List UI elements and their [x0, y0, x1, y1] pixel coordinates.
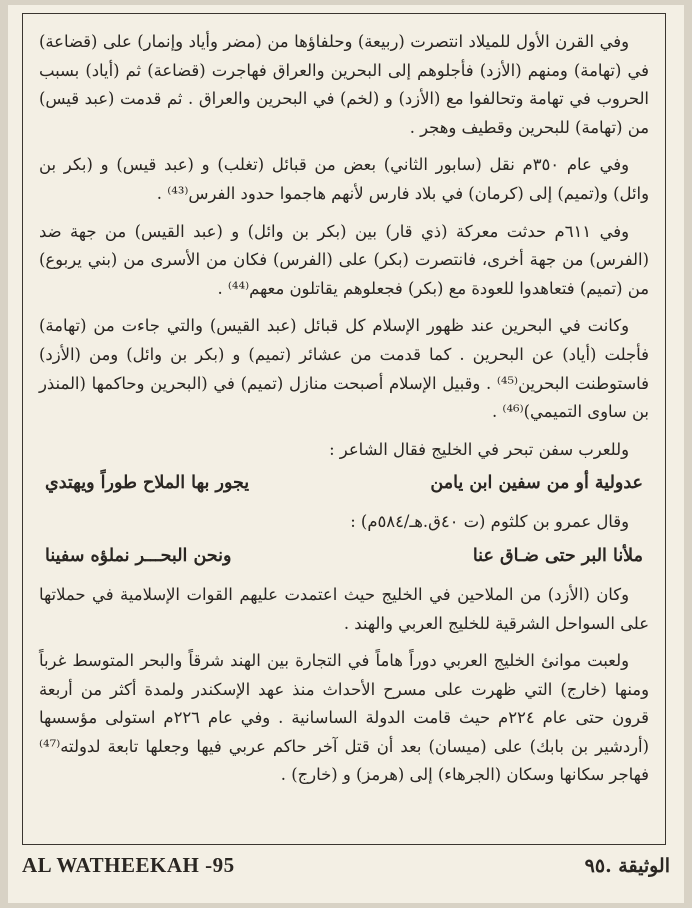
paragraph-4: وكانت في البحرين عند ظهور الإسلام كل قبائل (عبد القيس) والتي جاءت من (تهامة) فأجلت (أياد) عن البحرين . كما قدمت من عشائر (تميم) و (بكر بن وائل) ومن (الأزد) فاستوطنت البحرين⁽⁴⁵⁾ . وقبيل الإسلام أصبحت منازل (تميم) في (البحرين وحاكمها (المنذر بن ساوى التميمي)⁽⁴⁶⁾ . [39, 316, 649, 422]
verse-2-second-hemistich: ونحن البحـــر نملؤه سفينا [45, 545, 232, 566]
paragraph-6: ولعبت موانئ الخليج العربي دوراً هاماً في التجارة بين الهند شرقاً والبحر المتوسط غرباً ومنها (خارج) التي ظهرت على مسرح الأحداث منذ عهد الإسكندر ولمدة أكثر من أربعة قرون حتى عام ٢٢٤م حيث قامت الدولة الساسانية . وفي عام ٢٢٦م استولى مؤسسها (أردشير بن بابك) على (ميسان) بعد أن قتل آخر حاكم عربي فيها وجعلها تابعة لدولته⁽⁴⁷⁾ فهاجر سكانها وسكان (الجرهاء) إلى (هرمز) و (خارج) . [39, 651, 649, 785]
paragraph-5: وكان (الأزد) من الملاحين في الخليج حيث اعتمدت عليهم القوات الإسلامية في حملاتها على السواحل الشرقية للخليج العربي والهند . [39, 584, 649, 633]
page [8, 5, 684, 903]
footer-journal-arabic: الوثيقة .٩٥ [584, 854, 670, 877]
paragraph-1: وفي القرن الأول للميلاد انتصرت (ربيعة) وحلفاؤها من (مضر وأياد وإنمار) على (قضاعة) في (تهامة) ومنهم (الأزد) فأجلوهم إلى البحرين والعراق فهاجرت (قضاعة) ثم (أياد) بسبب الحروب في تهامة وتحالفوا مع (الأزد) و (لخم) في البحرين والعراق . ثم قدمت (عبد قيس) من (تهامة) للبحرين وقطيف وهجر . [39, 32, 649, 137]
verse-1-first-hemistich: عدولية أو من سفين ابن يامن [430, 473, 643, 494]
article-body [39, 28, 649, 799]
text-frame [22, 13, 666, 845]
paragraph-3: وفي ٦١١م حدثت معركة (ذي قار) بين (بكر بن وائل) و (عبد القيس) من جهة ضد (الفرس) من جهة أخرى، فانتصرت (بكر) على (الفرس) فكان من الأسرى من (بني يربوع) من (تميم) فتعاهدوا للعودة مع (بكر) فجعلوهم يقاتلون معهم⁽⁴⁴⁾ . [39, 221, 649, 298]
page-footer [22, 853, 670, 878]
verse-2-first-hemistich: ملأنا البر حتى ضـاق عنا [472, 545, 643, 566]
footer-journal-english: AL WATHEEKAH -95 [22, 853, 235, 877]
verse-1-second-hemistich: يجور بها الملاح طوراً ويهتدي [45, 473, 250, 494]
verse-2 [39, 541, 649, 571]
verse-1 [39, 468, 649, 498]
paragraph-2: وفي عام ٣٥٠م نقل (سابور الثاني) بعض من قبائل (تغلب) و (عبد قيس) و (بكر بن وائل) و(تميم) إلى (كرمان) في بلاد فارس لأنهم هاجموا حدود الفرس⁽⁴³⁾ . [39, 155, 649, 203]
poem-intro-2: وقال عمرو بن كلثوم (ت ٤٠ق.هـ/٥٨٤م) : [350, 512, 629, 532]
poem-intro-1: وللعرب سفن تبحر في الخليج فقال الشاعر : [329, 439, 629, 459]
